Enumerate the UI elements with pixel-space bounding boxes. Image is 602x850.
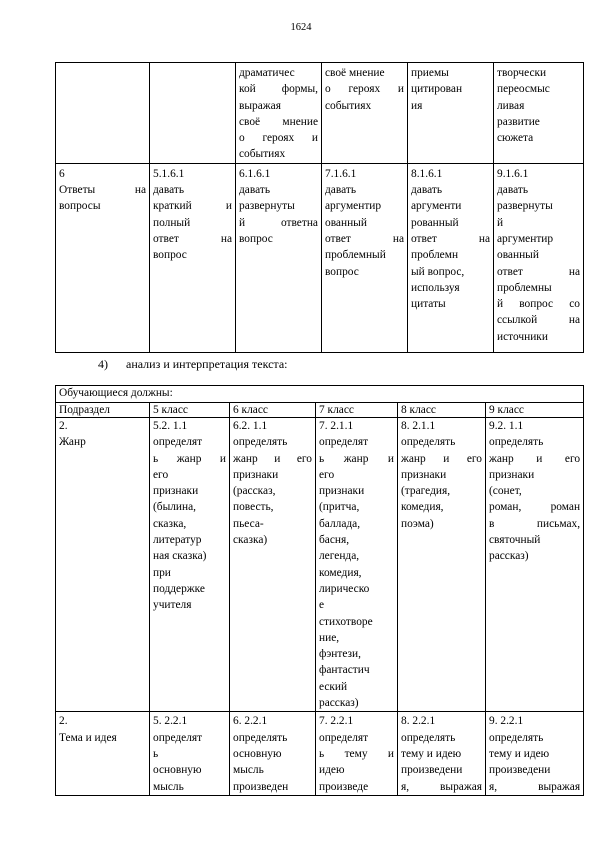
- table-cell: [150, 63, 236, 164]
- table-cell: [150, 418, 230, 712]
- cell-line: пьеса-: [233, 517, 264, 530]
- table-cell: [150, 712, 230, 795]
- cell-line: й: [497, 216, 504, 229]
- cell-line: творчески: [497, 67, 547, 79]
- table-cell: [316, 418, 398, 712]
- cell-line: еский: [319, 680, 348, 693]
- cell-line: произведе: [319, 780, 369, 793]
- cell-line: литератур: [153, 534, 202, 547]
- column-header: 7 класс: [316, 403, 398, 418]
- cell-line: определят: [153, 436, 203, 449]
- cell-line: тему и идею: [401, 747, 462, 760]
- cell-line: я, выражая: [401, 780, 482, 793]
- cell-line: определять: [401, 731, 456, 744]
- cell-line: определять: [489, 436, 544, 449]
- cell-line: басня,: [319, 534, 350, 547]
- cell-line: 2.: [59, 715, 68, 728]
- cell-line: 5.1.6.1: [153, 167, 185, 180]
- cell-line: 6.2. 1.1: [233, 420, 268, 432]
- cell-line: давать: [239, 184, 271, 197]
- cell-line: основную: [233, 747, 282, 760]
- cell-line: ь жанр и: [319, 452, 394, 465]
- cell-line: 8.1.6.1: [411, 167, 443, 180]
- cell-line: Жанр: [59, 436, 86, 449]
- table-row: [56, 418, 584, 712]
- cell-line: 9.1.6.1: [497, 167, 529, 180]
- cell-line: (трагедия,: [401, 485, 451, 498]
- cell-line: произведени: [401, 764, 463, 777]
- cell-line: признаки: [153, 485, 199, 498]
- cell-line: ответ на: [497, 265, 580, 278]
- table-cell: [408, 63, 494, 164]
- cell-line: ь тему и: [319, 747, 394, 760]
- cell-line: вопрос: [239, 232, 273, 245]
- cell-line: учителя: [153, 599, 192, 612]
- table-cell: [150, 163, 236, 352]
- cell-line: определять: [233, 436, 288, 449]
- cell-line: выражая: [239, 99, 281, 112]
- section-number: 4): [98, 357, 108, 371]
- cell-line: ый вопрос,: [411, 265, 465, 278]
- cell-line: краткий и: [153, 200, 232, 213]
- cell-line: произведен: [233, 780, 289, 793]
- table-cell: [316, 712, 398, 795]
- cell-line: 7. 2.2.1: [319, 715, 354, 728]
- cell-line: жанр и его: [401, 452, 482, 465]
- cell-line: цитирован: [411, 83, 463, 96]
- cell-line: при: [153, 566, 171, 579]
- cell-line: поэма): [401, 517, 434, 530]
- cell-line: (рассказ,: [233, 485, 276, 498]
- table-caption-row: [56, 386, 584, 403]
- table-cell: [494, 63, 584, 164]
- cell-line: комедия,: [319, 566, 362, 579]
- cell-line: аргументир: [497, 232, 554, 245]
- table-cell: [408, 163, 494, 352]
- cell-line: я, выражая: [489, 780, 581, 793]
- table-cell: [56, 63, 150, 164]
- cell-line: признаки: [233, 468, 279, 481]
- cell-line: жанр и его: [233, 452, 312, 465]
- cell-line: стихотворе: [319, 615, 373, 628]
- cell-line: давать: [411, 184, 443, 197]
- cell-line: святочный: [489, 534, 541, 547]
- cell-line: фэнтези,: [319, 648, 361, 661]
- cell-line: проблемны: [497, 281, 552, 294]
- cell-line: лирическо: [319, 582, 370, 595]
- cell-line: ние,: [319, 631, 340, 644]
- cell-line: событиях: [325, 99, 372, 112]
- cell-line: сюжета: [497, 132, 534, 145]
- cell-line: роман, роман: [489, 501, 581, 514]
- cell-line: определять: [489, 731, 544, 744]
- cell-line: фантастич: [319, 664, 370, 677]
- table-caption: Обучающиеся должны:: [56, 386, 584, 403]
- cell-line: 6.1.6.1: [239, 167, 271, 180]
- table-cell: [486, 712, 584, 795]
- table-cell: [56, 712, 150, 795]
- cell-line: е: [319, 599, 325, 612]
- cell-line: кой формы,: [239, 83, 318, 96]
- cell-line: вопрос: [325, 265, 359, 278]
- cell-line: его: [319, 468, 335, 481]
- cell-line: Тема и идея: [59, 731, 117, 744]
- cell-line: используя: [411, 281, 460, 294]
- cell-line: аргументи: [411, 200, 462, 213]
- table-cell: [236, 63, 322, 164]
- cell-line: признаки: [401, 468, 447, 481]
- cell-line: ливая: [497, 99, 525, 112]
- cell-line: сказка,: [153, 517, 187, 530]
- cell-line: своё мнение: [239, 115, 318, 128]
- objectives-table-continued: [55, 62, 584, 353]
- cell-line: повесть,: [233, 501, 274, 514]
- cell-line: 5.2. 1.1: [153, 420, 188, 432]
- cell-line: проблемн: [411, 249, 459, 262]
- cell-line: ответ на: [153, 232, 232, 245]
- cell-line: давать: [497, 184, 529, 197]
- table-cell: [56, 163, 150, 352]
- cell-line: рассказ): [489, 550, 529, 563]
- cell-line: аргументир: [325, 200, 382, 213]
- cell-line: признаки: [489, 468, 535, 481]
- cell-line: ованный: [325, 216, 367, 229]
- analysis-table: [55, 385, 584, 796]
- cell-line: проблемный: [325, 249, 386, 262]
- column-header: 5 класс: [150, 403, 230, 418]
- cell-line: мысль: [233, 764, 264, 777]
- cell-line: 9. 2.2.1: [489, 715, 524, 728]
- cell-line: идею: [319, 764, 345, 777]
- cell-line: (притча,: [319, 501, 360, 514]
- cell-line: источники: [497, 330, 548, 343]
- cell-line: цитаты: [411, 298, 446, 311]
- cell-line: комедия,: [401, 501, 444, 514]
- cell-line: признаки: [319, 485, 365, 498]
- cell-line: определят: [319, 436, 369, 449]
- cell-line: 8. 2.2.1: [401, 715, 436, 728]
- table-cell: [398, 418, 486, 712]
- table-cell: [230, 712, 316, 795]
- cell-line: рованный: [411, 216, 459, 229]
- table-cell: [56, 418, 150, 712]
- cell-line: ь жанр и: [153, 452, 226, 465]
- cell-line: произведени: [489, 764, 551, 777]
- table-cell: [236, 163, 322, 352]
- cell-line: вопрос: [153, 249, 187, 262]
- cell-line: вопросы: [59, 200, 101, 213]
- cell-line: рассказ): [319, 697, 359, 710]
- cell-line: развернуты: [239, 200, 295, 213]
- section-title: анализ и интерпретация текста:: [126, 357, 288, 371]
- cell-line: сказка): [233, 534, 268, 547]
- cell-line: событиях: [239, 148, 286, 161]
- cell-line: жанр и его: [489, 452, 581, 465]
- column-header: Подраздел: [56, 403, 150, 418]
- cell-line: основную: [153, 764, 202, 777]
- table-cell: [486, 418, 584, 712]
- table-header-row: [56, 403, 584, 418]
- page-number: 1624: [290, 22, 312, 33]
- cell-line: полный: [153, 216, 191, 229]
- cell-line: баллада,: [319, 517, 361, 530]
- section-heading: [98, 356, 287, 372]
- cell-line: 9.2. 1.1: [489, 420, 524, 432]
- cell-line: ованный: [497, 249, 539, 262]
- cell-line: 8. 2.1.1: [401, 420, 436, 432]
- cell-line: й ответна: [239, 216, 318, 229]
- cell-line: поддержке: [153, 582, 205, 595]
- cell-line: о героях и: [325, 83, 404, 96]
- table-row: [56, 712, 584, 795]
- cell-line: давать: [325, 184, 357, 197]
- cell-line: тему и идею: [489, 747, 550, 760]
- cell-line: мысль: [153, 780, 184, 793]
- cell-line: ная сказка): [153, 550, 207, 563]
- cell-line: в письмах,: [489, 517, 581, 530]
- cell-line: Ответы на: [59, 184, 146, 197]
- cell-line: драматичес: [239, 67, 295, 79]
- cell-line: 6. 2.2.1: [233, 715, 268, 728]
- cell-line: своё мнение: [325, 67, 385, 79]
- cell-line: о героях и: [239, 132, 318, 145]
- cell-line: 7. 2.1.1: [319, 420, 354, 432]
- cell-line: развитие: [497, 115, 540, 128]
- table-cell: [494, 163, 584, 352]
- table-cell: [322, 163, 408, 352]
- cell-line: определят: [319, 731, 369, 744]
- cell-line: определять: [233, 731, 288, 744]
- table-row: [56, 63, 584, 164]
- table-row: [56, 163, 584, 352]
- cell-line: приемы: [411, 67, 449, 79]
- cell-line: ответ на: [325, 232, 404, 245]
- cell-line: 5. 2.2.1: [153, 715, 188, 728]
- cell-line: легенда,: [319, 550, 360, 563]
- cell-line: определят: [153, 731, 203, 744]
- table-cell: [398, 712, 486, 795]
- cell-line: определять: [401, 436, 456, 449]
- cell-line: ия: [411, 99, 423, 112]
- cell-line: й вопрос со: [497, 298, 580, 311]
- cell-line: ь: [153, 747, 159, 760]
- cell-line: (былина,: [153, 501, 197, 514]
- table-cell: [322, 63, 408, 164]
- cell-line: ответ на: [411, 232, 490, 245]
- column-header: 9 класс: [486, 403, 584, 418]
- column-header: 8 класс: [398, 403, 486, 418]
- cell-line: (сонет,: [489, 485, 522, 498]
- cell-line: 2.: [59, 420, 68, 432]
- cell-line: давать: [153, 184, 185, 197]
- cell-line: 6: [59, 167, 65, 180]
- cell-line: развернуты: [497, 200, 553, 213]
- cell-line: его: [153, 468, 169, 481]
- table-cell: [230, 418, 316, 712]
- cell-line: 7.1.6.1: [325, 167, 357, 180]
- column-header: 6 класс: [230, 403, 316, 418]
- cell-line: переосмыс: [497, 83, 550, 96]
- cell-line: ссылкой на: [497, 314, 580, 327]
